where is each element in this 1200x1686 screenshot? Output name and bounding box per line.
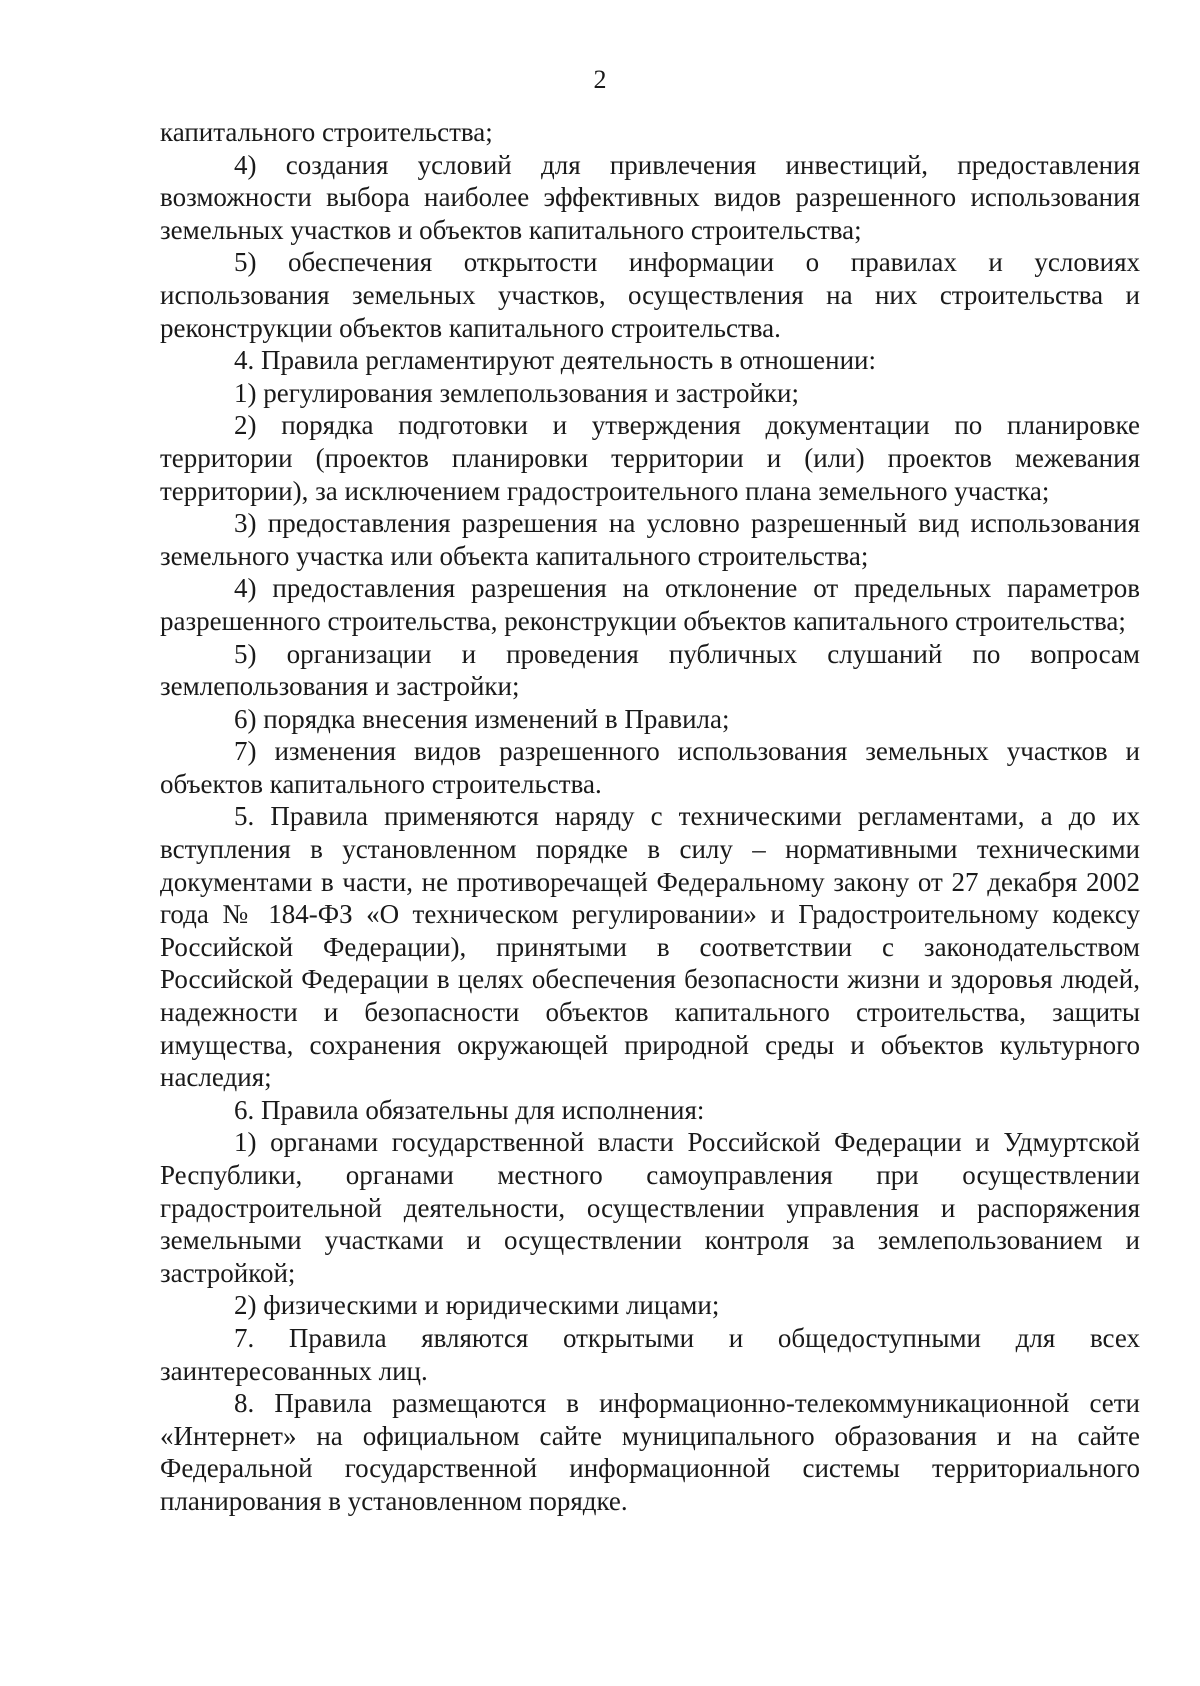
paragraph: 7) изменения видов разрешенного использования земельных участков и объектов капитального строительства.: [160, 736, 1140, 799]
paragraph: 4) создания условий для привлечения инвестиций, предоставления возможности выбора наиболее эффективных видов разрешенного использования земельных участков и объектов капитального строительства;: [160, 149, 1140, 245]
paragraph: 3) предоставления разрешения на условно разрешенный вид использования земельного участка или объекта капитального строительства;: [160, 508, 1140, 571]
paragraph: 6. Правила обязательны для исполнения:: [234, 1094, 705, 1125]
paragraph: 2) порядка подготовки и утверждения документации по планировке территории (проектов планировки территории и (или) проектов межевания территории), за исключением градостроительного плана земельного участка;: [160, 410, 1140, 506]
paragraph: 1) регулирования землепользования и застройки;: [234, 377, 799, 408]
paragraph: 5) организации и проведения публичных слушаний по вопросам землепользования и застройки;: [160, 638, 1140, 702]
paragraph: капитального строительства;: [160, 117, 493, 147]
paragraph: 5) обеспечения открытости информации о правилах и условиях использования земельных участков, осуществления на них строительства и реконструкции объектов капитального строительства.: [160, 247, 1140, 343]
paragraph: 4) предоставления разрешения на отклонение от предельных параметров разрешенного строительства, реконструкции объектов капитального строительства;: [160, 573, 1140, 636]
paragraph: 8. Правила размещаются в информационно-телекоммуникационной сети «Интернет» на официальном сайте муниципального образования и на сайте Федеральной государственной информационной системы территориального планирования в установленном порядке.: [160, 1388, 1140, 1516]
page-number: 2: [593, 65, 607, 94]
document-body: [160, 116, 1140, 1518]
paragraph: 1) органами государственной власти Российской Федерации и Удмуртской Республики, органами местного самоуправления при осуществлении градостроительной деятельности, осуществлении управления и распоряжения земельными участками и осуществлении контроля за землепользованием и застройкой;: [160, 1127, 1140, 1288]
paragraph: 6) порядка внесения изменений в Правила;: [234, 703, 730, 734]
paragraph: 7. Правила являются открытыми и общедоступными для всех заинтересованных лиц.: [160, 1322, 1140, 1386]
paragraph: 4. Правила регламентируют деятельность в отношении:: [234, 345, 877, 376]
paragraph: 2) физическими и юридическими лицами;: [234, 1290, 720, 1321]
paragraph: 5. Правила применяются наряду с техническими регламентами, а до их вступления в установленном порядке в силу – нормативными техническими документами в части, не противоречащей Федеральному закону от 27 декабря 2002 года № 184-ФЗ «О техническом регулировании» и Градостроительному кодексу Российской Федерации), принятыми в соответствии с законодательством Российской Федерации в целях обеспечения безопасности жизни и здоровья людей, надежности и безопасности объектов капитального строительства, защиты имущества, сохранения окружающей природной среды и объектов культурного наследия;: [160, 801, 1140, 1093]
